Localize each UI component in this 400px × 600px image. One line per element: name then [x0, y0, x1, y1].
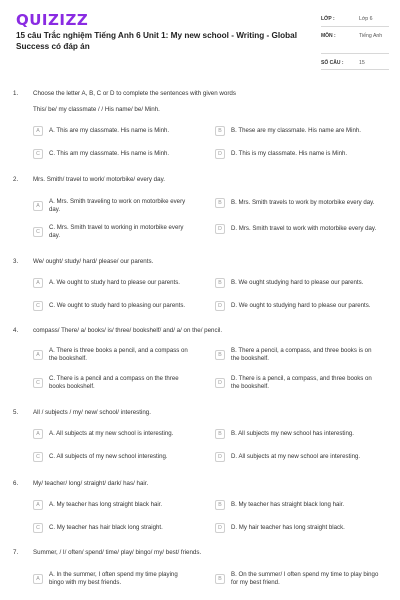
option-d[interactable]	[215, 301, 381, 311]
option-text: C. My teacher has hair black long straight.	[49, 524, 163, 531]
option-c[interactable]	[33, 149, 189, 159]
option-text: C. This am my classmate. His name is Minh.	[49, 150, 170, 157]
question-number: 3.	[13, 258, 19, 265]
option-d[interactable]	[215, 375, 381, 391]
option-text: A. Mrs. Smith traveling to work on motorbike every day.	[49, 198, 186, 213]
option-text: D. My hair teacher has long straight black.	[231, 524, 345, 531]
option-letter: D	[215, 224, 225, 234]
option-a[interactable]	[33, 429, 189, 439]
question-number: 4.	[13, 327, 19, 334]
option-a[interactable]	[33, 500, 189, 510]
option-b[interactable]	[215, 198, 381, 208]
option-c[interactable]	[33, 452, 189, 462]
option-c[interactable]	[33, 301, 189, 311]
meta-label: LỚP :	[321, 16, 335, 22]
option-letter: A	[33, 429, 43, 439]
option-text: C. There is a pencil and a compass on the three books bookshelf.	[49, 375, 179, 390]
question-text: My/ teacher/ long/ straight/ dark/ has/ hair.	[33, 480, 149, 487]
option-letter: C	[33, 301, 43, 311]
document-title: 15 câu Trắc nghiệm Tiếng Anh 6 Unit 1: My new school - Writing - Global Success có đáp án	[16, 31, 297, 51]
option-text: C. Mrs. Smith travel to working in motorbike every day.	[49, 224, 184, 239]
question-text: Summer, / I/ often/ spend/ time/ play/ bingo/ my/ best/ friends.	[33, 549, 202, 556]
option-c[interactable]	[33, 523, 189, 533]
question-number: 5.	[13, 409, 19, 416]
option-text: D. We ought to studying hard to please our parents.	[231, 302, 371, 309]
option-a[interactable]	[33, 126, 189, 136]
option-text: D. There is a pencil, a compass, and three books on the bookshelf.	[231, 375, 372, 390]
meta-row-count	[321, 54, 389, 70]
option-letter: A	[33, 350, 43, 360]
option-text: A. My teacher has long straight black hair.	[49, 501, 163, 508]
option-b[interactable]	[215, 500, 381, 510]
option-letter: C	[33, 523, 43, 533]
option-letter: B	[215, 500, 225, 510]
option-letter: A	[33, 278, 43, 288]
option-b[interactable]	[215, 126, 381, 136]
option-text: A. In the summer, I often spend my time playing bingo with my best friends.	[49, 571, 178, 586]
question-text: All / subjects / my/ new/ school/ interesting.	[33, 409, 151, 416]
document-meta	[321, 10, 389, 70]
option-b[interactable]	[215, 571, 381, 587]
option-letter: B	[215, 278, 225, 288]
option-d[interactable]	[215, 224, 381, 234]
question-text: Choose the letter A, B, C or D to complete the sentences with given words	[33, 90, 236, 97]
meta-label: SỐ CÂU :	[321, 60, 344, 66]
meta-value: Tiếng Anh	[359, 33, 383, 39]
option-letter: A	[33, 201, 43, 211]
option-text: A. This are my classmate. His name is Minh.	[49, 127, 170, 134]
option-letter: B	[215, 198, 225, 208]
option-b[interactable]	[215, 429, 381, 439]
option-letter: B	[215, 574, 225, 584]
option-text: A. We ought to study hard to please our parents.	[49, 279, 180, 286]
option-letter: D	[215, 149, 225, 159]
option-b[interactable]	[215, 347, 381, 363]
question-text: Mrs. Smith/ travel to work/ motorbike/ every day.	[33, 176, 165, 183]
question-text: compass/ There/ a/ books/ is/ three/ bookshelf/ and/ a/ on the/ pencil.	[33, 327, 223, 334]
option-letter: C	[33, 378, 43, 388]
meta-row-subject	[321, 27, 389, 54]
option-text: D. Mrs. Smith travel to work with motorbike every day.	[231, 225, 377, 232]
option-c[interactable]	[33, 375, 189, 391]
option-text: D. This is my classmate. His name is Minh.	[231, 150, 348, 157]
option-letter: B	[215, 126, 225, 136]
option-letter: A	[33, 574, 43, 584]
option-letter: A	[33, 500, 43, 510]
option-text: C. All subjects of my new school interesting.	[49, 453, 168, 460]
meta-value: Lớp 6	[359, 16, 373, 22]
option-letter: D	[215, 378, 225, 388]
question-text: We/ ought/ study/ hard/ please/ our parents.	[33, 258, 154, 265]
question-number: 1.	[13, 90, 19, 97]
document-header	[0, 0, 400, 74]
option-text: D. All subjects at my new school are interesting.	[231, 453, 361, 460]
option-text: B. We ought studying hard to please our parents.	[231, 279, 364, 286]
option-text: A. All subjects at my new school is interesting.	[49, 430, 174, 437]
option-letter: D	[215, 523, 225, 533]
option-text: B. There a pencil, a compass, and three books is on the bookshelf.	[231, 347, 372, 362]
question-subtext: This/ be/ my classmate / / His name/ be/ Minh.	[33, 106, 160, 113]
meta-value: 15	[359, 60, 365, 66]
question-number: 6.	[13, 480, 19, 487]
option-d[interactable]	[215, 452, 381, 462]
option-letter: C	[33, 227, 43, 237]
option-b[interactable]	[215, 278, 381, 288]
option-a[interactable]	[33, 347, 189, 363]
option-letter: A	[33, 126, 43, 136]
option-text: B. Mrs. Smith travels to work by motorbike every day.	[231, 199, 375, 206]
option-text: C. We ought to study hard to pleasing our parents.	[49, 302, 186, 309]
question-number: 2.	[13, 176, 19, 183]
option-letter: C	[33, 149, 43, 159]
option-letter: C	[33, 452, 43, 462]
option-a[interactable]	[33, 278, 189, 288]
option-letter: B	[215, 350, 225, 360]
question-number: 7.	[13, 549, 19, 556]
option-c[interactable]	[33, 224, 189, 240]
option-d[interactable]	[215, 523, 381, 533]
meta-row-class	[321, 10, 389, 27]
option-text: B. My teacher has straight black long hair.	[231, 501, 345, 508]
option-text: B. All subjects my new school has interesting.	[231, 430, 354, 437]
option-a[interactable]	[33, 571, 189, 587]
option-d[interactable]	[215, 149, 381, 159]
meta-label: MÔN :	[321, 33, 336, 39]
option-text: A. There is three books a pencil, and a compass on the bookshelf.	[49, 347, 188, 362]
option-text: B. On the summer/ I often spend my time to play bingo for my best friend.	[231, 571, 379, 586]
option-letter: D	[215, 301, 225, 311]
quizizz-logo: QUIZIZZ	[16, 11, 89, 29]
option-letter: D	[215, 452, 225, 462]
option-letter: B	[215, 429, 225, 439]
option-text: B. These are my classmate. His name are Minh.	[231, 127, 361, 134]
option-a[interactable]	[33, 198, 189, 214]
